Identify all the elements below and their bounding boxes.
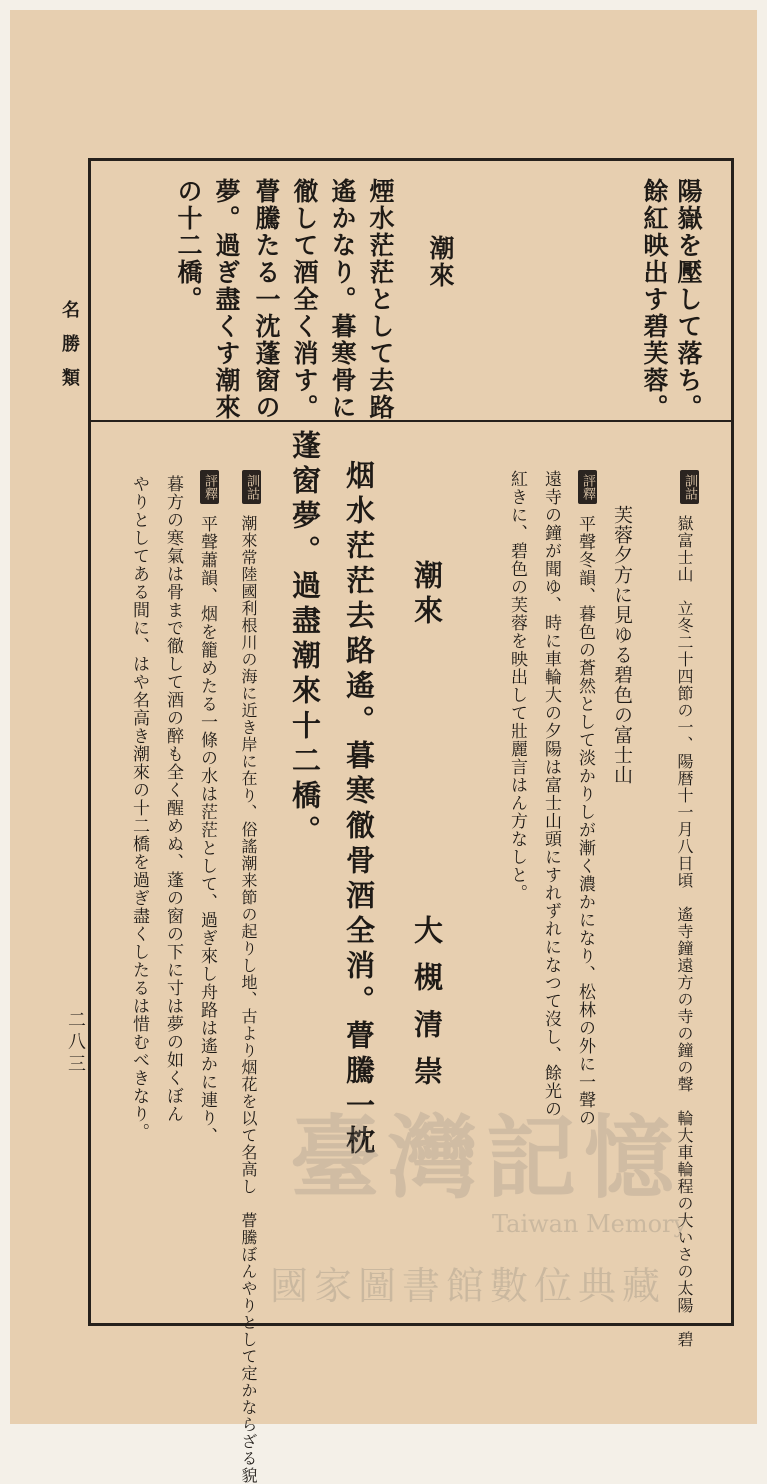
hyoshaku-tag: 評釋 xyxy=(578,470,597,504)
poem-line-1: 烟水茫茫去路遙。暮寒徹骨酒全消。瞢騰一枕 xyxy=(342,460,376,1160)
hyoshaku-line-1: 平聲冬韻、暮色の蒼然として淡かりしが漸く濃かになり、松林の外に一聲の xyxy=(575,515,595,1127)
kunko-tag-2: 訓詁 xyxy=(242,470,261,504)
kunko-line-2: 芙蓉夕方に見ゆる碧色の富士山 xyxy=(611,505,633,785)
top-col-6: 瞢騰たる一沈蓬窗の xyxy=(252,178,281,421)
watermark-zh: 國家圖書館數位典藏 xyxy=(270,1264,667,1308)
hyoshaku-tag-2: 評釋 xyxy=(200,470,219,504)
poem-line-2: 蓬窗夢。過盡潮來十二橋。 xyxy=(288,430,322,850)
kunko-line-1: 嶽富士山 立冬二十四節の一、陽暦十一月八日頃 遙寺鐘遠方の寺の鐘の聲 輪大車輪程の大いさの太陽 碧 xyxy=(675,515,694,1348)
kunko-line-3: 潮來常陸國利根川の海に近き岸に在り、俗謠潮来節の起りし地、古より烟花を以て名高し 瞢騰ぼんやりとして定かならざる貌 xyxy=(239,515,258,1484)
poem-author: 大槻清崇 xyxy=(410,915,444,1103)
hyoshaku-line-5: 暮方の寒氣は骨まで徹して酒の醉も全く醒めぬ、蓬の窗の下に寸は夢の如くぼん xyxy=(163,475,183,1123)
top-col-2: 餘紅映出す碧芙蓉。 xyxy=(640,178,669,421)
hyoshaku-line-4: 平聲蕭韻、烟を籠めたる一條の水は茫茫として、過ぎ來し舟路は遙かに連り、 xyxy=(197,515,217,1145)
poem-title: 潮來 xyxy=(410,560,444,630)
top-col-5: 徹して酒全く消す。 xyxy=(290,178,319,421)
top-col-7: 夢。過ぎ盡くす潮來 xyxy=(212,178,241,421)
hyoshaku-line-2: 遠寺の鐘が聞ゆ、時に車輪大の夕陽は富士山頭にすれずれになつて沒し、餘光の xyxy=(541,470,561,1118)
page-number: 二八三 xyxy=(65,1010,86,1076)
section-divider xyxy=(88,420,731,422)
top-col-4: 遙かなり。暮寒骨に xyxy=(328,178,357,421)
top-col-1: 陽嶽を壓して落ち。 xyxy=(674,178,703,421)
margin-title: 名勝類 xyxy=(59,300,80,402)
hyoshaku-line-3: 紅きに、碧色の芙蓉を映出して壯麗言はん方なしと。 xyxy=(507,470,527,902)
top-title: 潮來 xyxy=(426,235,455,289)
hyoshaku-line-6: やりとしてある間に、はや名高き潮來の十二橋を過ぎ盡くしたるは惜むべきなり。 xyxy=(129,475,149,1141)
top-col-3: 煙水茫茫として去路 xyxy=(366,178,395,421)
top-col-8: の十二橋。 xyxy=(174,178,203,313)
kunko-tag: 訓詁 xyxy=(680,470,699,504)
watermark-logo: 臺灣記憶 xyxy=(290,1105,682,1211)
watermark-en: Taiwan Memory xyxy=(492,1210,688,1238)
